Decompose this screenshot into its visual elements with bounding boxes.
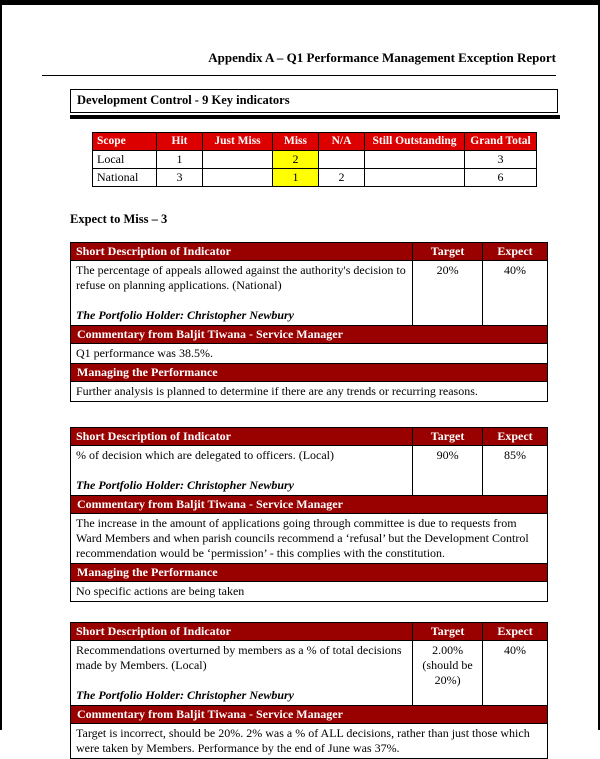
indicator-target-value: 90%	[413, 446, 483, 496]
portfolio-holder: The Portfolio Holder: Christopher Newbury	[76, 478, 295, 492]
commentary-text: Q1 performance was 38.5%.	[71, 344, 548, 364]
indicator-body-row	[71, 261, 548, 326]
title-divider	[42, 75, 556, 76]
commentary-header: Commentary from Baljit Tiwana - Service Manager	[71, 496, 548, 514]
cell-just-miss	[203, 151, 273, 169]
cell-grand-total: 6	[465, 169, 537, 187]
commentary-text-row	[71, 514, 548, 564]
managing-text: No specific actions are being taken	[71, 582, 548, 602]
managing-header-row	[71, 364, 548, 382]
cell-miss-highlighted: 1	[273, 169, 319, 187]
expect-to-miss-heading: Expect to Miss – 3	[70, 212, 168, 226]
indicator-expect-value: 40%	[483, 641, 548, 706]
cell-scope: Local	[93, 151, 157, 169]
indicator-body-row	[71, 641, 548, 706]
managing-text-row	[71, 582, 548, 602]
indicator-table-1	[70, 242, 548, 402]
managing-header: Managing the Performance	[71, 564, 548, 582]
header-short-description: Short Description of Indicator	[71, 243, 413, 261]
table-row-local	[93, 151, 537, 169]
cell-still-outstanding	[365, 151, 465, 169]
indicator-table-2	[70, 427, 548, 602]
cell-hit: 3	[157, 169, 203, 187]
header-target: Target	[413, 428, 483, 446]
indicator-description-cell	[71, 261, 413, 326]
cell-na: 2	[319, 169, 365, 187]
header-target: Target	[413, 623, 483, 641]
cell-miss-highlighted: 2	[273, 151, 319, 169]
commentary-text: Target is incorrect, should be 20%. 2% was a % of ALL decisions, rather than just those which were taken by Members. Performance by the end of June was 37%.	[71, 724, 548, 759]
commentary-header: Commentary from Baljit Tiwana - Service Manager	[71, 326, 548, 344]
col-header-na: N/A	[319, 133, 365, 151]
indicator-header-row	[71, 623, 548, 641]
header-expect: Expect	[483, 243, 548, 261]
commentary-header-row	[71, 326, 548, 344]
summary-table	[92, 132, 537, 187]
section-divider	[70, 115, 560, 119]
indicator-body-row	[71, 446, 548, 496]
indicator-expect-value: 40%	[483, 261, 548, 326]
col-header-grand-total: Grand Total	[465, 133, 537, 151]
header-expect: Expect	[483, 428, 548, 446]
managing-text-row	[71, 382, 548, 402]
indicator-description-cell	[71, 446, 413, 496]
managing-header: Managing the Performance	[71, 364, 548, 382]
col-header-still-outstanding: Still Outstanding	[365, 133, 465, 151]
portfolio-holder: The Portfolio Holder: Christopher Newbury	[76, 308, 295, 322]
managing-text: Further analysis is planned to determine if there are any trends or recurring reasons.	[71, 382, 548, 402]
indicator-table-3	[70, 622, 548, 759]
indicator-description: The percentage of appeals allowed against the authority's decision to refuse on planning applications. (National)	[76, 263, 406, 292]
section-header	[70, 89, 558, 113]
commentary-text: The increase in the amount of applications going through committee is due to requests from Ward Members and when parish councils recommend a ‘refusal’ but the Development Control recommendation would be ‘permission’ - this complies with the constitution.	[71, 514, 548, 564]
cell-hit: 1	[157, 151, 203, 169]
portfolio-holder: The Portfolio Holder: Christopher Newbury	[76, 688, 295, 702]
commentary-header-row	[71, 496, 548, 514]
indicator-description: Recommendations overturned by members as a % of total decisions made by Members. (Local)	[76, 643, 402, 672]
indicator-header-row	[71, 428, 548, 446]
commentary-text-row	[71, 724, 548, 759]
cell-scope: National	[93, 169, 157, 187]
indicator-description-cell	[71, 641, 413, 706]
col-header-hit: Hit	[157, 133, 203, 151]
header-expect: Expect	[483, 623, 548, 641]
header-short-description: Short Description of Indicator	[71, 428, 413, 446]
managing-header-row	[71, 564, 548, 582]
commentary-text-row	[71, 344, 548, 364]
cell-still-outstanding	[365, 169, 465, 187]
cell-just-miss	[203, 169, 273, 187]
col-header-just-miss: Just Miss	[203, 133, 273, 151]
indicator-target-value: 2.00% (should be 20%)	[413, 641, 483, 706]
cell-na	[319, 151, 365, 169]
summary-header-row	[93, 133, 537, 151]
indicator-header-row	[71, 243, 548, 261]
commentary-header: Commentary from Baljit Tiwana - Service Manager	[71, 706, 548, 724]
indicator-target-value: 20%	[413, 261, 483, 326]
header-target: Target	[413, 243, 483, 261]
table-row-national	[93, 169, 537, 187]
header-short-description: Short Description of Indicator	[71, 623, 413, 641]
commentary-header-row	[71, 706, 548, 724]
indicator-expect-value: 85%	[483, 446, 548, 496]
page-title: Appendix A – Q1 Performance Management Exception Report	[208, 50, 556, 65]
col-header-miss: Miss	[273, 133, 319, 151]
section-header-label: Development Control - 9 Key indicators	[77, 93, 290, 107]
cell-grand-total: 3	[465, 151, 537, 169]
col-header-scope: Scope	[93, 133, 157, 151]
indicator-description: % of decision which are delegated to officers. (Local)	[76, 448, 334, 462]
